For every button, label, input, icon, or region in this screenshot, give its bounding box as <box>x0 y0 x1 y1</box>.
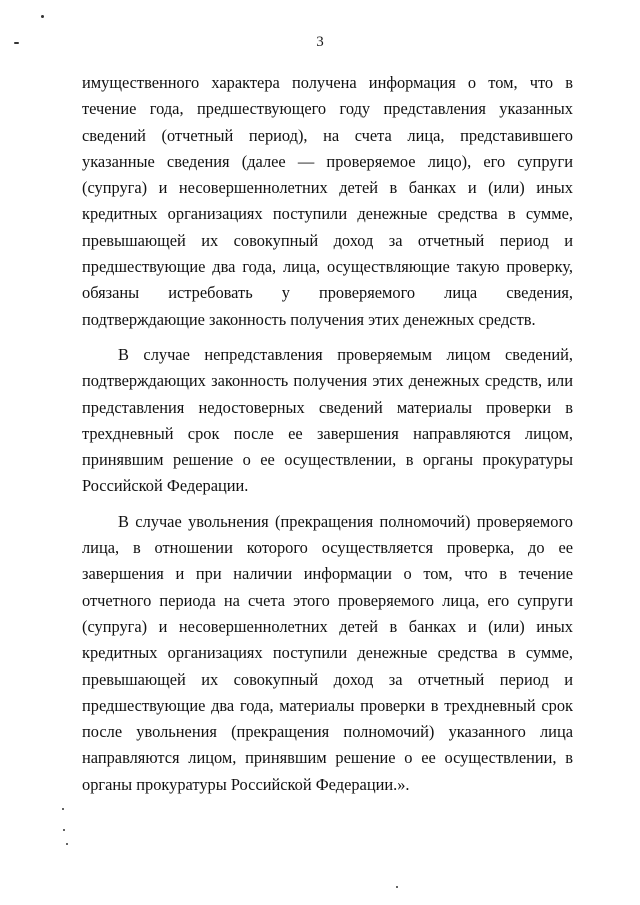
scan-speck <box>63 829 65 831</box>
paragraph: имущественного характера получена информация о том, что в течение года, предшествующего году представления указанных сведений (отчетный период), на счета лица, представившего указанные сведения (далее — проверяемое лицо), его супруги (супруга) и несовершеннолетних детей в банках и (или) иных кредитных организациях поступили денежные средства в сумме, превышающей их совокупный доход за отчетный период и предшествующие два года, лица, осуществляющие такую проверку, обязаны истребовать у проверяемого лица сведения, подтверждающие законность получения этих денежных средств. <box>82 73 573 329</box>
scan-speck <box>66 843 68 845</box>
scan-speck <box>41 15 44 18</box>
paragraph: В случае увольнения (прекращения полномочий) проверяемого лица, в отношении которого осуществляется проверка, до ее завершения и при наличии информации о том, что в течение отчетного периода на счета этого проверяемого лица, его супруги (супруга) и несовершеннолетних детей в банках и (или) иных кредитных организациях поступили денежные средства в сумме, превышающей их совокупный доход за отчетный период и предшествующие два года, материалы проверки в трехдневный срок после увольнения (прекращения полномочий) указанного лица направляются лицом, принявшим решение о ее осуществлении, в органы прокуратуры Российской Федерации.». <box>82 511 573 794</box>
document-body <box>82 70 573 798</box>
scan-speck <box>62 808 64 810</box>
scan-speck <box>396 886 398 888</box>
paragraph: В случае непредставления проверяемым лицом сведений, подтверждающих законность получения этих денежных средств, или представления недостоверных сведений материалы проверки в трехдневный срок после ее завершения направляются лицом, принявшим решение о ее осуществлении, в органы прокуратуры Российской Федерации. <box>82 344 573 496</box>
page-number: 3 <box>316 34 324 50</box>
